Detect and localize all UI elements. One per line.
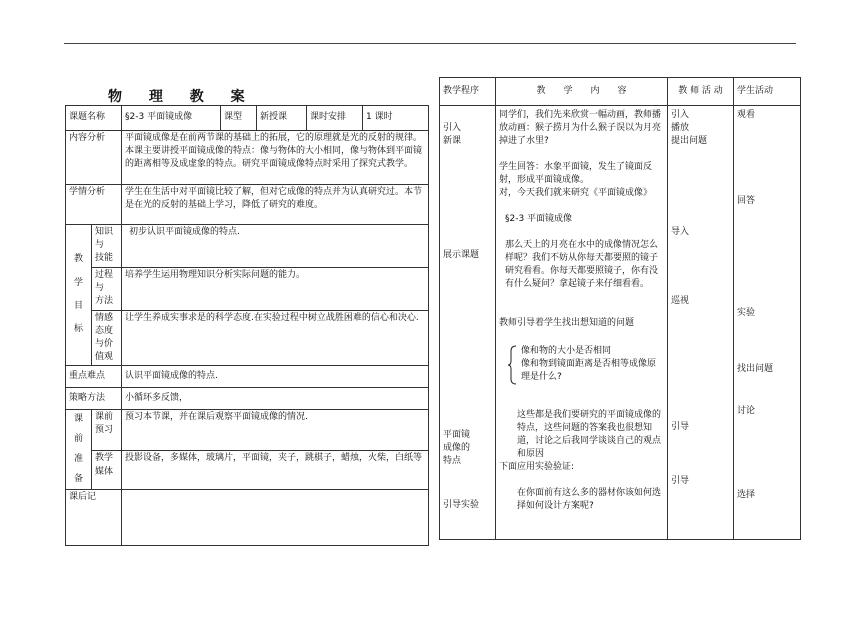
- prep-row-media: [66, 451, 429, 490]
- student-analysis-text: 学生在生活中对平面镜比较了解，但对它成像的特点并为认真研究过。本节是在光的反射的基础上学习，降低了研究的难度。: [122, 185, 429, 225]
- process-header-row: [440, 78, 801, 106]
- strategy-text: 小循环多反馈，: [122, 388, 429, 410]
- strategy-row: [66, 388, 429, 410]
- procedure-features: 平面镜 成像的 特点: [443, 430, 471, 467]
- type-label: 课型: [221, 106, 257, 131]
- content-p8: 下面应用实验验证:: [499, 462, 575, 472]
- key-points-label: 重点难点: [66, 366, 122, 388]
- teacher-intro: 引入 播放 提出问题: [671, 110, 708, 147]
- postscript-text: [122, 490, 429, 546]
- key-points-row: [66, 366, 429, 388]
- brace-icon: [507, 345, 517, 385]
- content-questions: [499, 345, 664, 384]
- header-procedure: 教学程序: [440, 78, 496, 106]
- goals-label: 教 学 目 标: [66, 225, 92, 366]
- goal-row-attitude: [66, 311, 429, 366]
- student-choose: 选择: [737, 490, 756, 500]
- postscript-row: [66, 490, 429, 546]
- student-analysis-label: 学情分析: [66, 185, 122, 225]
- goal-text-knowledge: 初步认识平面镜成像的特点.: [122, 225, 429, 268]
- header-teacher: 教 师 活 动: [668, 78, 734, 106]
- teaching-process-table: [439, 77, 801, 540]
- content-p7: 这些都是我们要研究的平面镜成像的特点，这些问题的答案我也很想知道，讨论之后我同学谈谈自己的观点和原因: [517, 410, 662, 460]
- content-analysis-row: [66, 131, 429, 185]
- teacher-column: [668, 106, 734, 540]
- procedure-show: 展示课题: [443, 250, 480, 260]
- header-rule: [64, 43, 796, 44]
- prep-label: 课 前 准 备: [66, 410, 92, 490]
- prep-label-media: 教学 媒体: [92, 451, 122, 490]
- teacher-patrol: 巡视: [671, 296, 690, 306]
- student-experiment: 实验: [737, 308, 756, 318]
- hours-value: 1 课时: [363, 106, 429, 131]
- question-brace: [507, 345, 664, 384]
- prep-text-media: 投影设备，多媒体，玻璃片，平面镜，夹子，跳棋子，蜡烛，火柴，白纸等: [122, 451, 429, 490]
- content-p1: 同学们，我们先来欣赏一幅动画，教师播放动画：猴子捞月为什么猴子误以为月亮掉进了水里?: [499, 110, 662, 147]
- type-value: 新授课: [257, 106, 307, 131]
- strategy-label: 策略方法: [66, 388, 122, 410]
- question-2: 像和物到镜面距离是否相等成像原理是什么?: [521, 359, 657, 383]
- procedure-guide: 引导实验: [443, 500, 480, 510]
- header-content: 教 学 内 容: [496, 78, 668, 106]
- prep-label-preview: 课前 预习: [92, 410, 122, 451]
- content-p5: 那么天上的月亮在水中的成像情况怎么样呢？我们不妨从你每天都要照的镜子研究看看。你每天都要照镜子，你有没有什么疑问？拿起镜子来仔细看看。: [505, 240, 659, 290]
- procedure-intro: 引入 新课: [443, 123, 462, 147]
- goal-label-knowledge: 知识 与 技能: [92, 225, 122, 268]
- content-analysis-label: 内容分析: [66, 131, 122, 185]
- topic-label: 课题名称: [66, 106, 122, 131]
- procedure-column: [440, 106, 496, 540]
- topic-row: [66, 106, 429, 131]
- content-p3: 对，今天我们就来研究《平面镜成像》: [499, 188, 653, 198]
- teacher-guide-1: 引导: [671, 422, 690, 432]
- page-title: 物 理 教 案: [108, 89, 256, 105]
- postscript-label: 课后记: [66, 490, 122, 546]
- content-p9: 在你面前有这么多的器材你该如何选择如何设计方案呢?: [517, 488, 662, 512]
- process-body-row: [440, 106, 801, 540]
- student-watch: 观看: [737, 110, 756, 120]
- content-p2: 学生回答：水象平面镜，发生了镜面反射，形成平面镜成像。: [499, 162, 653, 186]
- student-discuss: 讨论: [737, 406, 756, 416]
- teacher-guide-2: 引导: [671, 476, 690, 486]
- goal-label-process: 过程 与 方法: [92, 268, 122, 311]
- content-column: [496, 106, 668, 540]
- student-answer: 回答: [737, 196, 756, 206]
- header-student: 学生活动: [734, 78, 801, 106]
- key-points-text: 认识平面镜成像的特点.: [122, 366, 429, 388]
- question-1: 像和物的大小是否相同: [521, 346, 612, 356]
- goal-row-process: [66, 268, 429, 311]
- goal-text-process: 培养学生运用物理知识分析实际问题的能力。: [122, 268, 429, 311]
- student-analysis-row: [66, 185, 429, 225]
- student-column: [734, 106, 801, 540]
- lesson-info-table: [65, 105, 429, 546]
- student-find-question: 找出问题: [737, 364, 774, 374]
- hours-label: 课时安排: [307, 106, 363, 131]
- content-p6: 教师引导着学生找出想知道的问题: [499, 318, 635, 328]
- prep-row-preview: [66, 410, 429, 451]
- goal-row-knowledge: [66, 225, 429, 268]
- teacher-lead: 导入: [671, 227, 690, 237]
- goal-text-attitude: 让学生养成实事求是的科学态度.在实验过程中树立战胜困难的信心和决心.: [122, 311, 429, 366]
- content-p4: §2-3 平面镜成像: [505, 214, 573, 224]
- prep-text-preview: 预习本节课，并在课后观察平面镜成像的情况.: [122, 410, 429, 451]
- topic-value: §2-3 平面镜成像: [122, 106, 221, 131]
- content-analysis-text: 平面镜成像是在前两节课的基础上的拓展，它的原理就是光的反射的规律。本课主要讲授平面镜成像的特点：像与物体的大小相同，像与物体到平面镜的距离相等及成虚象的特点。研究平面镜成像特点时采用了探究式教学。: [122, 131, 429, 185]
- goal-label-attitude: 情感 态度 与价 值观: [92, 311, 122, 366]
